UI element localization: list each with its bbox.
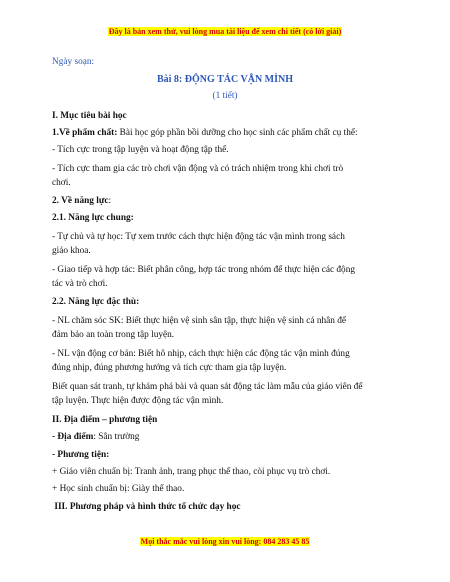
specific-competence-heading: 2.2. Năng lực đặc thù: [52,297,140,307]
general-bullet-1-line-2: giáo khoa. [52,246,91,256]
contact-banner-text: Mọi thắc mắc vui lòng xin vui lòng: 084 283 45 85 [140,537,310,546]
qualities-bullet-1: - Tích cực trong tập luyện và hoạt động tập thể. [52,145,229,155]
qualities-bullet-2-line-1: - Tích cực tham gia các trò chơi vận động và có trách nhiệm trong khi chơi trò [52,164,344,174]
preview-banner [0,27,450,36]
lesson-title: Bài 8: ĐỘNG TÁC VẬN MÌNH [156,74,294,85]
specific-bullet-1-line-2: đảm bảo an toàn trong tập luyện. [52,330,175,340]
specific-bullet-2-line-1: - NL vận động cơ bản: Biết hô nhịp, cách thực hiện các động tác vận mình đúng [52,349,350,359]
section-2-heading: 2. Về năng lực: [52,196,112,206]
specific-paragraph-3-line-2: tập luyện. Thực hiện được động tác vận mình. [52,396,224,406]
specific-paragraph-3-line-1: Biết quan sát tranh, tự khám phá bài và quan sát động tác làm mẫu của giáo viên để [52,382,363,392]
means-bullet-student: + Học sinh chuẩn bị: Giày thể thao. [52,484,185,494]
place-line: - Địa điểm: Sân trường [52,432,140,442]
general-competence-heading: 2.1. Năng lực chung: [52,213,134,223]
contact-banner [0,537,450,546]
preview-banner-text: Đây là bản xem thử, vui lòng mua tài liệu để xem chi tiết (có lời giải) [108,27,342,36]
lesson-duration: (1 tiết) [212,91,238,101]
section-1-heading: I. Mục tiêu bài học [52,111,127,121]
general-bullet-1-line-1: - Tự chủ và tự học: Tự xem trước cách thực hiện động tác vận mình trong sách [52,232,345,242]
date-label: Ngày soạn: [52,57,95,67]
means-heading: - Phương tiện: [52,450,110,460]
general-bullet-2-line-2: tác và trò chơi. [52,279,108,289]
qualities-bullet-2-line-2: chơi. [52,178,71,188]
section-3-heading: II. Địa điểm – phương tiện [52,415,158,425]
section-4-heading: III. Phương pháp và hình thức tổ chức dạy học [52,502,241,512]
means-bullet-teacher: + Giáo viên chuẩn bị: Tranh ảnh, trang phục thể thao, còi phục vụ trò chơi. [52,467,331,477]
general-bullet-2-line-1: - Giao tiếp và hợp tác: Biết phân công, hợp tác trong nhóm để thực hiện các động [52,265,355,275]
specific-bullet-1-line-1: - NL chăm sóc SK: Biết thực hiện vệ sinh sân tập, thực hiện vệ sinh cá nhân để [52,316,346,326]
qualities-paragraph: 1.Về phẩm chất: Bài học góp phần bồi dưỡng cho học sinh các phẩm chất cụ thể: [52,128,358,138]
specific-bullet-2-line-2: đúng nhịp, đúng phương hướng và tích cực tham gia tập luyện. [52,363,287,373]
